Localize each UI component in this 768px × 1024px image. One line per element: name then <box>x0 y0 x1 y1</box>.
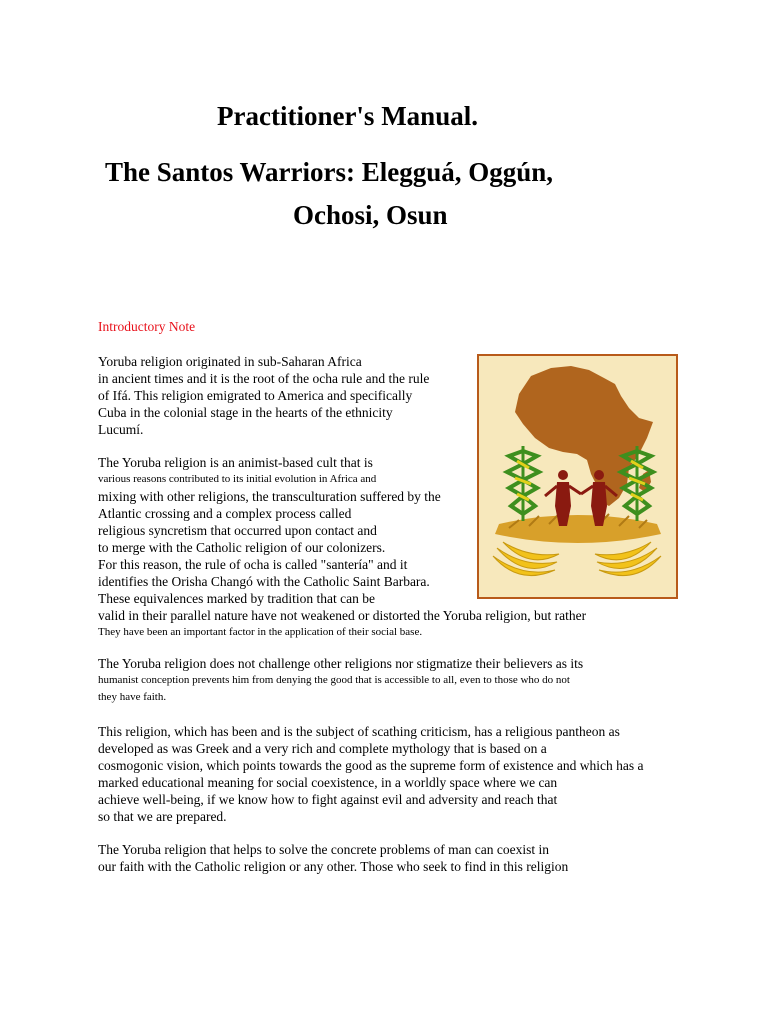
text-line: Atlantic crossing and a complex process called <box>98 506 352 521</box>
bananas-icon <box>493 542 661 576</box>
text-line: mixing with other religions, the transculturation suffered by the <box>98 489 441 504</box>
text-line: This religion, which has been and is the subject of scathing criticism, has a religious pantheon as <box>98 724 620 739</box>
text-line: Lucumí. <box>98 422 144 437</box>
text-line: of Ifá. This religion emigrated to America and specifically <box>98 388 413 403</box>
paragraph-3 <box>98 655 698 706</box>
text-line: religious syncretism that occurred upon contact and <box>98 523 377 538</box>
text-line: so that we are prepared. <box>98 809 227 824</box>
africa-map-illustration <box>477 354 678 599</box>
text-line: they have faith. <box>98 691 167 703</box>
page-title-line-2: The Santos Warriors: Elegguá, Oggún, <box>105 157 554 187</box>
left-plant-icon <box>507 446 539 521</box>
text-line: in ancient times and it is the root of the ocha rule and the rule <box>98 371 430 386</box>
text-line: The Yoruba religion does not challenge other religions nor stigmatize their believers as its <box>98 656 584 671</box>
page-title-line-1: Practitioner's Manual. <box>217 101 478 131</box>
text-line: Yoruba religion originated in sub-Saharan Africa <box>98 354 362 369</box>
text-line: These equivalences marked by tradition that can be <box>98 591 376 606</box>
text-line: identifies the Orisha Changó with the Catholic Saint Barbara. <box>98 574 430 589</box>
text-line: cosmogonic vision, which points towards the good as the supreme form of existence and which has a <box>98 758 644 773</box>
page-title-line-3: Ochosi, Osun <box>293 200 448 230</box>
text-line: marked educational meaning for social coexistence, in a worldly space where we can <box>98 775 558 790</box>
text-line: developed as was Greek and a very rich and complete mythology that is based on a <box>98 741 547 756</box>
text-line: For this reason, the rule of ocha is called "santería" and it <box>98 557 408 572</box>
text-line: humanist conception prevents him from denying the good that is accessible to all, even to those who do not <box>98 674 570 686</box>
text-line: valid in their parallel nature have not weakened or distorted the Yoruba religion, but rather <box>98 608 587 623</box>
paragraph-5 <box>98 841 698 875</box>
paragraph-4 <box>98 723 698 825</box>
text-line: our faith with the Catholic religion or any other. Those who seek to find in this religion <box>98 859 569 874</box>
text-line: achieve well-being, if we know how to fight against evil and adversity and reach that <box>98 792 558 807</box>
text-line: to merge with the Catholic religion of our colonizers. <box>98 540 386 555</box>
intro-heading: Introductory Note <box>98 319 196 334</box>
text-line: various reasons contributed to its initial evolution in Africa and <box>98 473 377 485</box>
text-line: Cuba in the colonial stage in the hearts of the ethnicity <box>98 405 393 420</box>
text-line: They have been an important factor in the application of their social base. <box>98 626 423 638</box>
text-line: The Yoruba religion is an animist-based cult that is <box>98 455 373 470</box>
text-line: The Yoruba religion that helps to solve the concrete problems of man can coexist in <box>98 842 550 857</box>
